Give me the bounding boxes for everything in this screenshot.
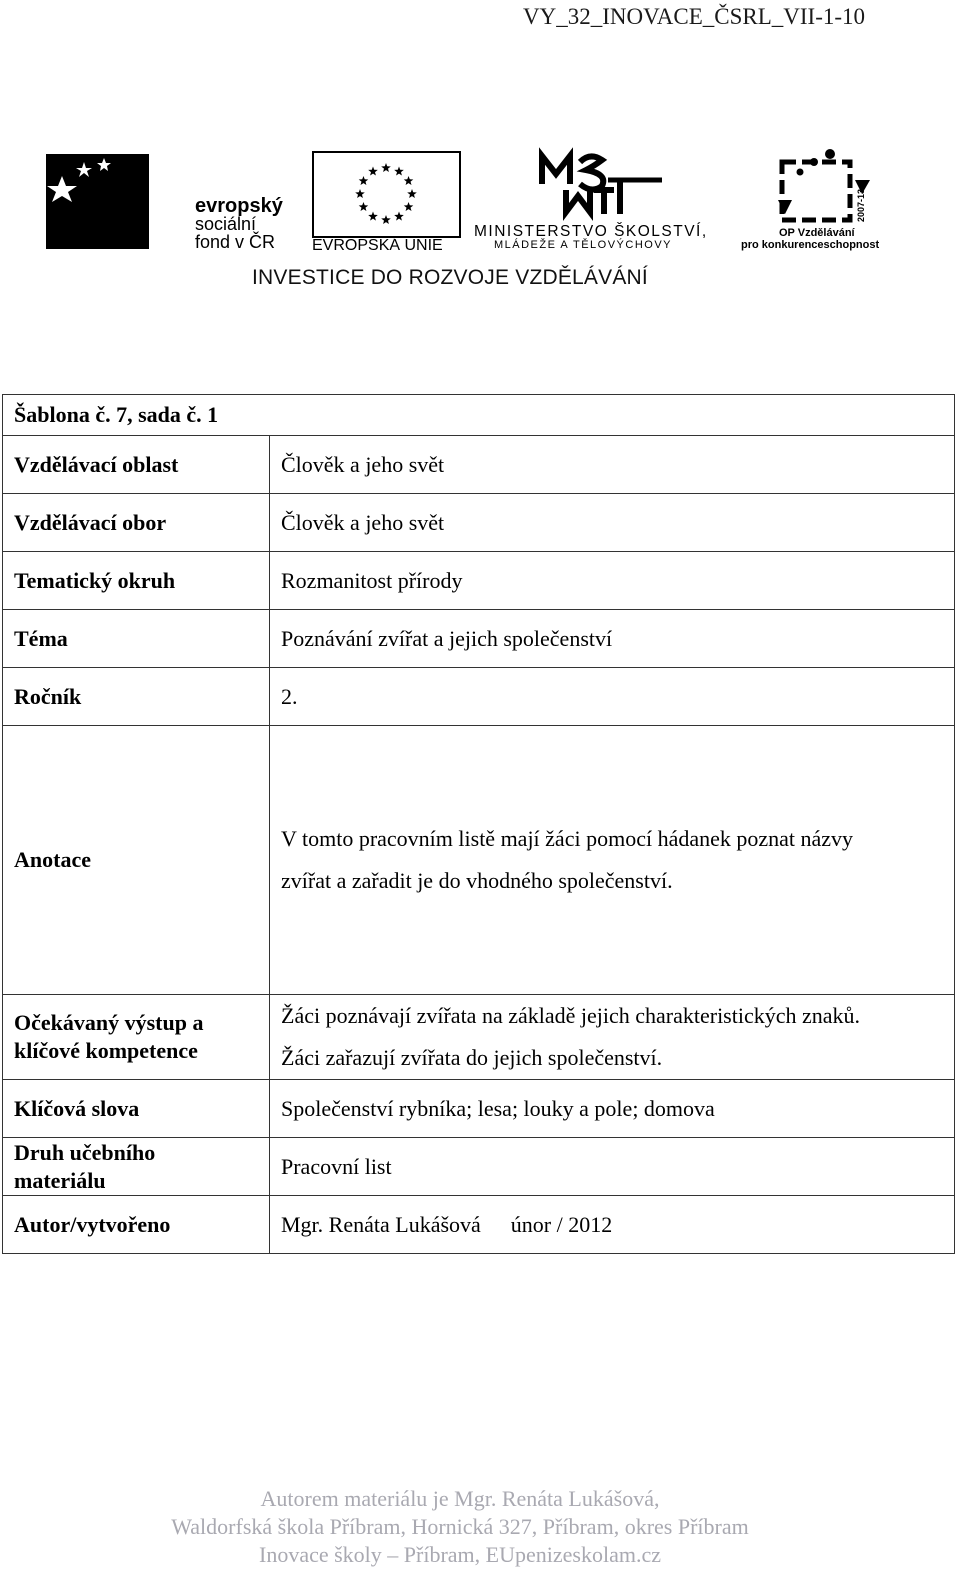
- esf-line2: sociální: [195, 214, 257, 234]
- row-label: Vzdělávací obor: [3, 494, 270, 552]
- row-label: Autor/vytvořeno: [3, 1196, 270, 1254]
- eu-flag-logo: [312, 152, 460, 254]
- vystup-label-line: klíčové kompetence: [14, 1038, 198, 1063]
- table-row-anotace: [3, 726, 955, 995]
- table-row: [3, 1138, 955, 1196]
- template-title: Šablona č. 7, sada č. 1: [3, 395, 955, 436]
- author-name: Mgr. Renáta Lukášová: [281, 1211, 481, 1237]
- footer: [0, 1485, 920, 1569]
- row-label: Ročník: [3, 668, 270, 726]
- anotace-value: [270, 726, 955, 995]
- msmt-logo: [474, 156, 708, 251]
- row-label: Klíčová slova: [3, 1080, 270, 1138]
- druh-label-line: materiálu: [14, 1167, 106, 1193]
- eu-caption: EVROPSKÁ UNIE: [312, 237, 443, 254]
- vystup-value: [270, 995, 955, 1080]
- table-title-row: [3, 395, 955, 436]
- row-value: Člověk a jeho svět: [270, 494, 955, 552]
- table-row: [3, 610, 955, 668]
- msmt-line1: MINISTERSTVO ŠKOLSTVÍ,: [474, 223, 708, 240]
- vystup-line: Žáci poznávají zvířata na základě jejich charakteristických znaků.: [281, 1003, 861, 1028]
- row-value: 2.: [270, 668, 955, 726]
- row-label: Téma: [3, 610, 270, 668]
- anotace-label: Anotace: [3, 726, 270, 995]
- op-vk-logo: [741, 149, 879, 251]
- vystup-label-line: Očekávaný výstup a: [14, 1010, 204, 1035]
- table-row: [3, 1080, 955, 1138]
- table-row: [3, 436, 955, 494]
- op-line1: OP Vzdělávání: [779, 227, 855, 239]
- row-label: Vzdělávací oblast: [3, 436, 270, 494]
- footer-line: Inovace školy – Příbram, EUpenizeskolam.cz: [259, 1542, 661, 1567]
- anotace-line: zvířat a zařadit je do vhodného společenství.: [281, 868, 673, 893]
- druh-label-line: Druh učebního: [14, 1139, 156, 1165]
- autor-value: [270, 1196, 955, 1254]
- row-value: Společenství rybníka; lesa; louky a pole; domova: [270, 1080, 955, 1138]
- footer-line: Waldorfská škola Příbram, Hornická 327, Příbram, okres Příbram: [171, 1514, 749, 1539]
- table-row: [3, 668, 955, 726]
- table-row-vystup: [3, 995, 955, 1080]
- msmt-line2: MLÁDEŽE A TĚLOVÝCHOVY: [494, 239, 673, 251]
- druh-label: [3, 1138, 270, 1196]
- esf-line3: fond v ČR: [195, 232, 276, 252]
- row-label: Tematický okruh: [3, 552, 270, 610]
- vystup-line: Žáci zařazují zvířata do jejich společenství.: [281, 1045, 663, 1070]
- document-code: VY_32_INOVACE_ČSRL_VII-1-10: [523, 4, 866, 29]
- table-row: [3, 552, 955, 610]
- info-table: [2, 394, 955, 1254]
- op-years: 2007-13: [856, 188, 866, 222]
- esf-line1: evropský: [195, 195, 283, 217]
- row-value: Poznávání zvířat a jejich společenství: [270, 610, 955, 668]
- anotace-line: V tomto pracovním listě mají žáci pomocí hádanek poznat názvy: [281, 826, 854, 851]
- row-value: Člověk a jeho svět: [270, 436, 955, 494]
- table-row: [3, 1196, 955, 1254]
- vystup-label: [3, 995, 270, 1080]
- row-value: Pracovní list: [270, 1138, 955, 1196]
- footer-line: Autorem materiálu je Mgr. Renáta Lukášová,: [260, 1486, 660, 1511]
- esf-wordmark: esf: [44, 184, 149, 264]
- op-line2: pro konkurenceschopnost: [741, 239, 880, 251]
- table-row: [3, 494, 955, 552]
- row-value: Rozmanitost přírody: [270, 552, 955, 610]
- investice-tagline: INVESTICE DO ROZVOJE VZDĚLÁVÁNÍ: [252, 266, 648, 289]
- author-date: únor / 2012: [510, 1211, 613, 1237]
- esf-logo: [44, 154, 284, 264]
